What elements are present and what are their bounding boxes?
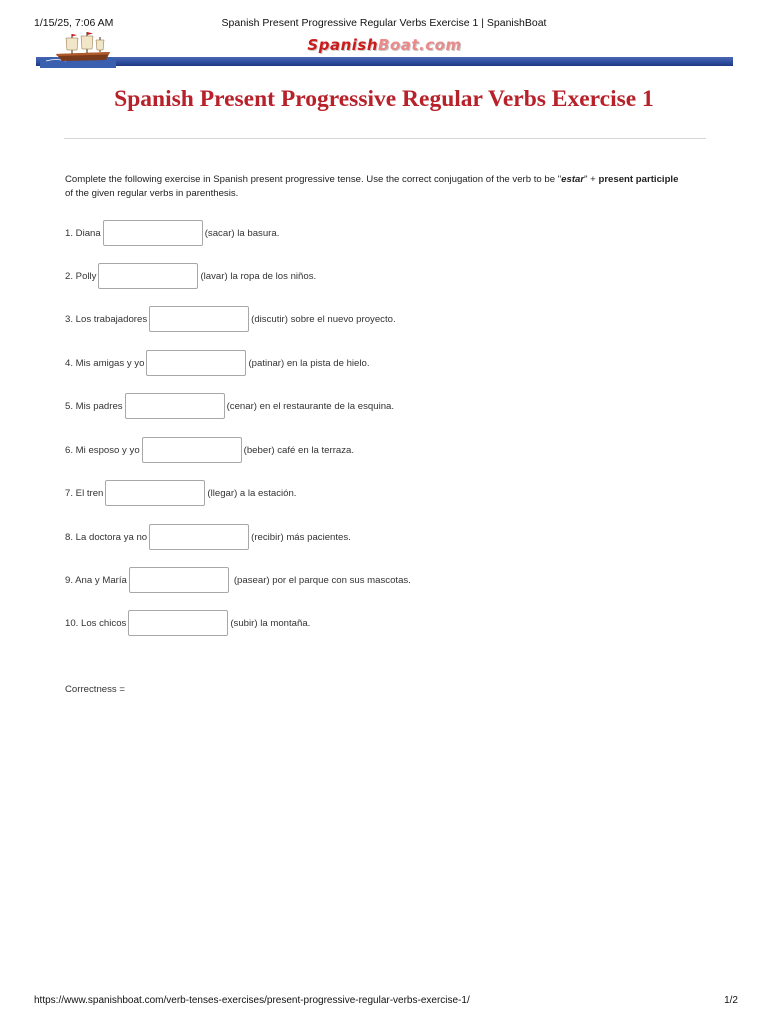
exercise-row bbox=[65, 306, 396, 332]
site-banner[interactable] bbox=[36, 30, 733, 68]
exercise-verb-hint: (llegar) a la estación. bbox=[207, 487, 297, 499]
print-url: https://www.spanishboat.com/verb-tenses-exercises/present-progressive-regular-verbs-exercise-1/ bbox=[34, 995, 470, 1006]
answer-input[interactable] bbox=[142, 437, 242, 463]
exercise-verb-hint: (sacar) la basura. bbox=[204, 227, 280, 239]
exercise-subject: 7. El tren bbox=[65, 487, 104, 499]
logo-text-boat: Boat.com bbox=[378, 36, 462, 54]
instructions-text-1: Complete the following exercise in Spanish present progressive tense. Use the correct conjugation of the verb to be " bbox=[65, 174, 562, 185]
answer-input[interactable] bbox=[149, 306, 249, 332]
exercise-subject: 10. Los chicos bbox=[65, 617, 127, 629]
banner-blue-bar bbox=[36, 57, 733, 66]
exercise-verb-hint: (patinar) en la pista de hielo. bbox=[248, 357, 370, 369]
answer-input[interactable] bbox=[129, 567, 229, 593]
exercise-row bbox=[65, 263, 316, 289]
title-divider bbox=[64, 138, 706, 139]
exercise-subject: 9. Ana y María bbox=[65, 574, 127, 586]
exercise-verb-hint: (lavar) la ropa de los niños. bbox=[200, 270, 317, 282]
print-page-title: Spanish Present Progressive Regular Verbs Exercise 1 | SpanishBoat bbox=[221, 17, 547, 29]
exercise-subject: 2. Polly bbox=[65, 270, 97, 282]
exercise-row bbox=[65, 610, 310, 636]
instructions-bold-phrase: present participle bbox=[598, 174, 679, 185]
exercise-row bbox=[65, 220, 279, 246]
exercise-subject: 8. La doctora ya no bbox=[65, 531, 148, 543]
instructions-estar: estar bbox=[561, 174, 585, 185]
exercise-subject: 3. Los trabajadores bbox=[65, 313, 148, 325]
exercise-verb-hint: (discutir) sobre el nuevo proyecto. bbox=[251, 313, 396, 325]
exercise-row bbox=[65, 567, 411, 593]
exercise-subject: 4. Mis amigas y yo bbox=[65, 357, 145, 369]
exercise-verb-hint: (cenar) en el restaurante de la esquina. bbox=[226, 400, 395, 412]
page-title: Spanish Present Progressive Regular Verbs Exercise 1 bbox=[114, 86, 654, 112]
print-page-number: 1/2 bbox=[724, 995, 738, 1006]
answer-input[interactable] bbox=[149, 524, 249, 550]
answer-input[interactable] bbox=[128, 610, 228, 636]
instructions-text-2: " + bbox=[584, 174, 599, 185]
exercise-row bbox=[65, 480, 296, 506]
correctness-label: Correctness = bbox=[65, 684, 125, 695]
exercise-subject: 6. Mi esposo y yo bbox=[65, 444, 140, 456]
exercise-row bbox=[65, 393, 394, 419]
logo-text-spanish: Spanish bbox=[307, 36, 379, 54]
exercise-verb-hint: (beber) café en la terraza. bbox=[243, 444, 355, 456]
answer-input[interactable] bbox=[103, 220, 203, 246]
instructions-text-3: of the given regular verbs in parenthesis. bbox=[65, 188, 239, 199]
spanishboat-logo[interactable] bbox=[36, 36, 733, 54]
exercise-verb-hint: (recibir) más pacientes. bbox=[251, 531, 351, 543]
answer-input[interactable] bbox=[146, 350, 246, 376]
answer-input[interactable] bbox=[125, 393, 225, 419]
exercise-verb-hint: (pasear) por el parque con sus mascotas. bbox=[233, 574, 411, 586]
exercise-subject: 1. Diana bbox=[65, 227, 101, 239]
print-date: 1/15/25, 7:06 AM bbox=[34, 17, 114, 29]
exercise-subject: 5. Mis padres bbox=[65, 400, 123, 412]
answer-input[interactable] bbox=[105, 480, 205, 506]
answer-input[interactable] bbox=[98, 263, 198, 289]
exercise-row bbox=[65, 524, 351, 550]
exercise-row bbox=[65, 350, 370, 376]
exercise-verb-hint: (subir) la montaña. bbox=[230, 617, 311, 629]
exercise-row bbox=[65, 437, 354, 463]
instructions bbox=[65, 173, 685, 201]
